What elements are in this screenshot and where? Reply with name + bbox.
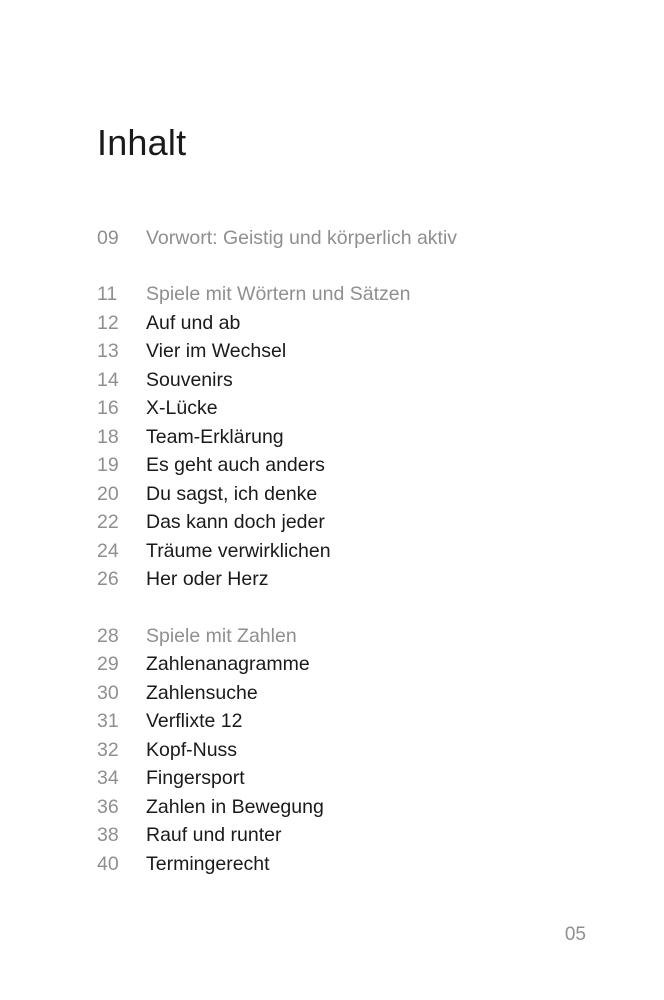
toc-entry-label: Fingersport	[146, 767, 245, 790]
toc-entry	[97, 765, 617, 794]
toc-section-heading	[97, 622, 617, 651]
page-number: 05	[564, 924, 586, 945]
toc-page-number: 31	[97, 710, 119, 733]
toc-entry-label: Spiele mit Zahlen	[146, 624, 297, 647]
toc-page-number: 29	[97, 653, 119, 676]
toc-entry	[97, 452, 617, 481]
toc-entry	[97, 366, 617, 395]
toc-entry-label: Verflixte 12	[146, 710, 243, 733]
toc-entry-label: Träume verwirklichen	[146, 539, 331, 562]
toc-page-number: 30	[97, 681, 119, 704]
toc-entry	[97, 309, 617, 338]
table-of-contents	[97, 224, 617, 879]
toc-page-number: 34	[97, 767, 119, 790]
toc-entry-label: Team-Erklärung	[146, 425, 284, 448]
toc-entry-label: Zahlen in Bewegung	[146, 795, 324, 818]
toc-entry-label: Zahlenanagramme	[146, 653, 310, 676]
toc-entry	[97, 850, 617, 879]
page-title: Inhalt	[97, 122, 187, 163]
toc-entry-label: Das kann doch jeder	[146, 511, 325, 534]
toc-entry-label: Rauf und runter	[146, 824, 282, 847]
toc-entry	[97, 736, 617, 765]
toc-entry-label: Zahlensuche	[146, 681, 258, 704]
toc-entry	[97, 708, 617, 737]
toc-page-number: 19	[97, 454, 119, 477]
toc-entry	[97, 338, 617, 367]
toc-page-number: 16	[97, 397, 119, 420]
toc-page-number: 38	[97, 824, 119, 847]
section-gap	[97, 594, 617, 622]
toc-entry-label: Souvenirs	[146, 368, 233, 391]
toc-entry	[97, 679, 617, 708]
toc-entry-label: Vier im Wechsel	[146, 340, 287, 363]
toc-page-number: 36	[97, 795, 119, 818]
toc-page-number: 14	[97, 368, 119, 391]
toc-page-number: 09	[97, 226, 119, 249]
toc-page-number: 22	[97, 511, 119, 534]
toc-section-heading	[97, 281, 617, 310]
toc-entry	[97, 566, 617, 595]
toc-page-number: 20	[97, 482, 119, 505]
toc-section-heading	[97, 224, 617, 253]
toc-entry-label: Spiele mit Wörtern und Sätzen	[146, 283, 411, 306]
toc-entry	[97, 537, 617, 566]
toc-entry-label: Kopf-Nuss	[146, 738, 238, 761]
toc-entry-label: Es geht auch anders	[146, 454, 325, 477]
toc-entry-label: Auf und ab	[146, 311, 241, 334]
toc-page-number: 26	[97, 568, 119, 591]
section-gap	[97, 253, 617, 281]
toc-entry-label: Termingerecht	[146, 852, 270, 875]
toc-entry-label: X-Lücke	[146, 397, 218, 420]
toc-entry-label: Her oder Herz	[146, 568, 269, 591]
toc-page-number: 18	[97, 425, 119, 448]
toc-page-number: 11	[97, 283, 118, 306]
toc-entry	[97, 793, 617, 822]
toc-page-number: 13	[97, 340, 119, 363]
toc-entry	[97, 423, 617, 452]
toc-page-number: 32	[97, 738, 119, 761]
toc-page-number: 24	[97, 539, 119, 562]
toc-entry-label: Vorwort: Geistig und körperlich aktiv	[146, 226, 458, 249]
toc-page-number: 12	[97, 311, 119, 334]
toc-entry	[97, 822, 617, 851]
toc-entry	[97, 509, 617, 538]
toc-page-number: 40	[97, 852, 119, 875]
toc-page-number: 28	[97, 624, 119, 647]
toc-entry	[97, 651, 617, 680]
toc-entry-label: Du sagst, ich denke	[146, 482, 318, 505]
toc-entry	[97, 395, 617, 424]
toc-entry	[97, 480, 617, 509]
